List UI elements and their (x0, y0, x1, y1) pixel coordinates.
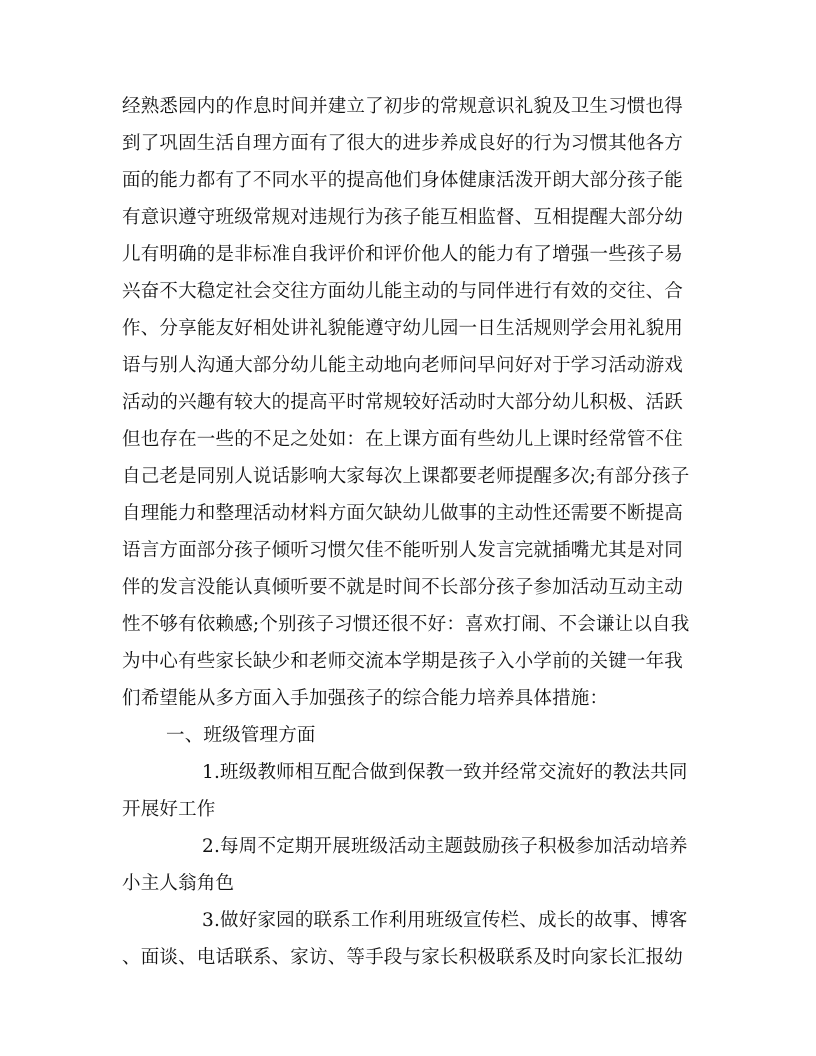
paragraph-line: 伴的发言没能认真倾听要不就是时间不长部分孩子参加活动互动主动 (122, 577, 684, 598)
paragraph-line: 有意识遵守班级常规对违规行为孩子能互相监督、互相提醒大部分幼 (122, 207, 684, 228)
list-item-line: 3.做好家园的联系工作利用班级宣传栏、成长的故事、博客 (202, 910, 688, 931)
section-heading: 一、班级管理方面 (166, 725, 316, 746)
paragraph-line: 语言方面部分孩子倾听习惯欠佳不能听别人发言完就插嘴尤其是对同 (122, 540, 684, 561)
paragraph-line: 作、分享能友好相处讲礼貌能遵守幼儿园一日生活规则学会用礼貌用 (122, 318, 684, 339)
list-item-line: 、面谈、电话联系、家访、等手段与家长积极联系及时向家长汇报幼 (122, 947, 684, 968)
list-item-line: 2.每周不定期开展班级活动主题鼓励孩子积极参加活动培养 (202, 836, 688, 857)
paragraph-line: 但也存在一些的不足之处如：在上课方面有些幼儿上课时经常管不住 (122, 429, 684, 450)
paragraph-line: 面的能力都有了不同水平的提高他们身体健康活泼开朗大部分孩子能 (122, 170, 684, 191)
paragraph-line: 们希望能从多方面入手加强孩子的综合能力培养具体措施： (122, 688, 609, 709)
paragraph-line: 为中心有些家长缺少和老师交流本学期是孩子入小学前的关键一年我 (122, 651, 684, 672)
paragraph-line: 自理能力和整理活动材料方面欠缺幼儿做事的主动性还需要不断提高 (122, 503, 684, 524)
list-item-line: 1.班级教师相互配合做到保教一致并经常交流好的教法共同 (202, 762, 688, 783)
paragraph-line: 活动的兴趣有较大的提高平时常规较好活动时大部分幼儿积极、活跃 (122, 392, 684, 413)
paragraph-line: 经熟悉园内的作息时间并建立了初步的常规意识礼貌及卫生习惯也得 (122, 96, 684, 117)
paragraph-line: 自己老是同别人说话影响大家每次上课都要老师提醒多次;有部分孩子 (122, 466, 690, 487)
paragraph-line: 性不够有依赖感;个别孩子习惯还很不好：喜欢打闹、不会谦让以自我 (122, 614, 690, 635)
list-item-line: 小主人翁角色 (122, 873, 235, 894)
paragraph-line: 儿有明确的是非标准自我评价和评价他人的能力有了增强一些孩子易 (122, 244, 684, 265)
paragraph-line: 到了巩固生活自理方面有了很大的进步养成良好的行为习惯其他各方 (122, 133, 684, 154)
list-item-line: 开展好工作 (122, 799, 216, 820)
paragraph-line: 兴奋不大稳定社会交往方面幼儿能主动的与同伴进行有效的交往、合 (122, 281, 684, 302)
paragraph-line: 语与别人沟通大部分幼儿能主动地向老师问早问好对于学习活动游戏 (122, 355, 684, 376)
